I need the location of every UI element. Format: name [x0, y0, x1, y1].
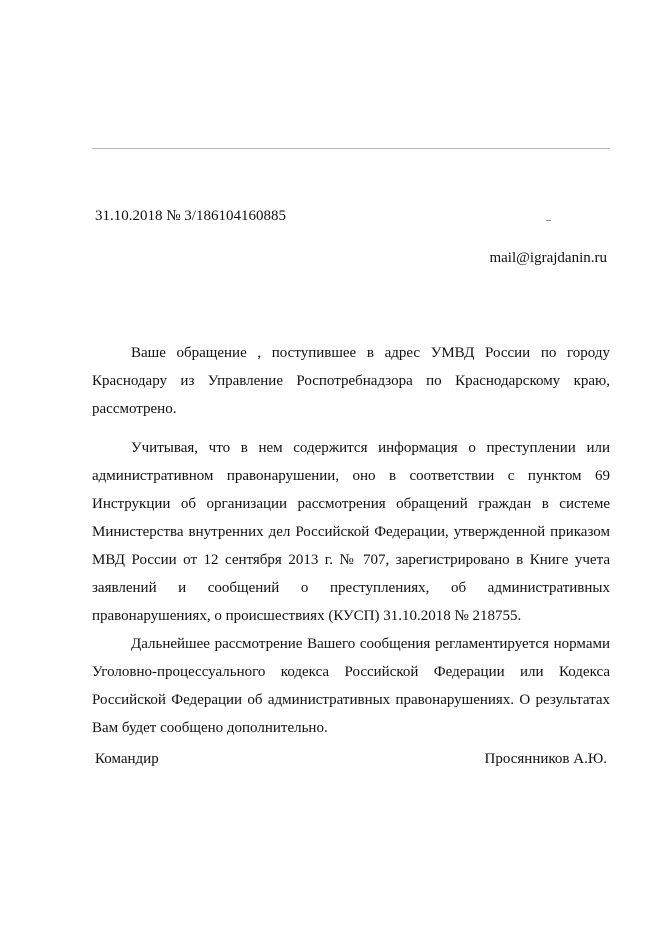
body-paragraph-3: Дальнейшее рассмотрение Вашего сообщения регламентируется нормами Уголовно-процессуального кодекса Российской Федерации или Кодекса Российской Федерации об административных правонарушениях. О результатах Вам будет сообщено дополнительно. [92, 636, 610, 736]
signatory-title: Командир [95, 751, 159, 767]
body-paragraph-2: Учитывая, что в нем содержится информация о преступлении или административном правонарушении, оно в соответствии с пунктом 69 Инструкции об организации рассмотрения обращений граждан в системе Министерства внутренних дел Российской Федерации, утвержденной приказом МВД России от 12 сентября 2013 г. № 707, зарегистрировано в Книге учета заявлений и сообщений о преступлениях, об административных правонарушениях, о происшествиях (КУСП) 31.10.2018 № 218755. [92, 440, 610, 624]
body-paragraph-1: Ваше обращение , поступившее в адрес УМВД России по городу Краснодару из Управление Роспотребнадзора по Краснодарскому краю, рассмотрено. [92, 345, 610, 417]
header-divider [92, 148, 610, 149]
recipient-email: mail@igrajdanin.ru [489, 250, 607, 266]
signatory-name: Просянников А.Ю. [484, 751, 607, 767]
registration-number: 31.10.2018 № 3/186104160885 [95, 208, 286, 224]
scan-mark [546, 220, 551, 221]
